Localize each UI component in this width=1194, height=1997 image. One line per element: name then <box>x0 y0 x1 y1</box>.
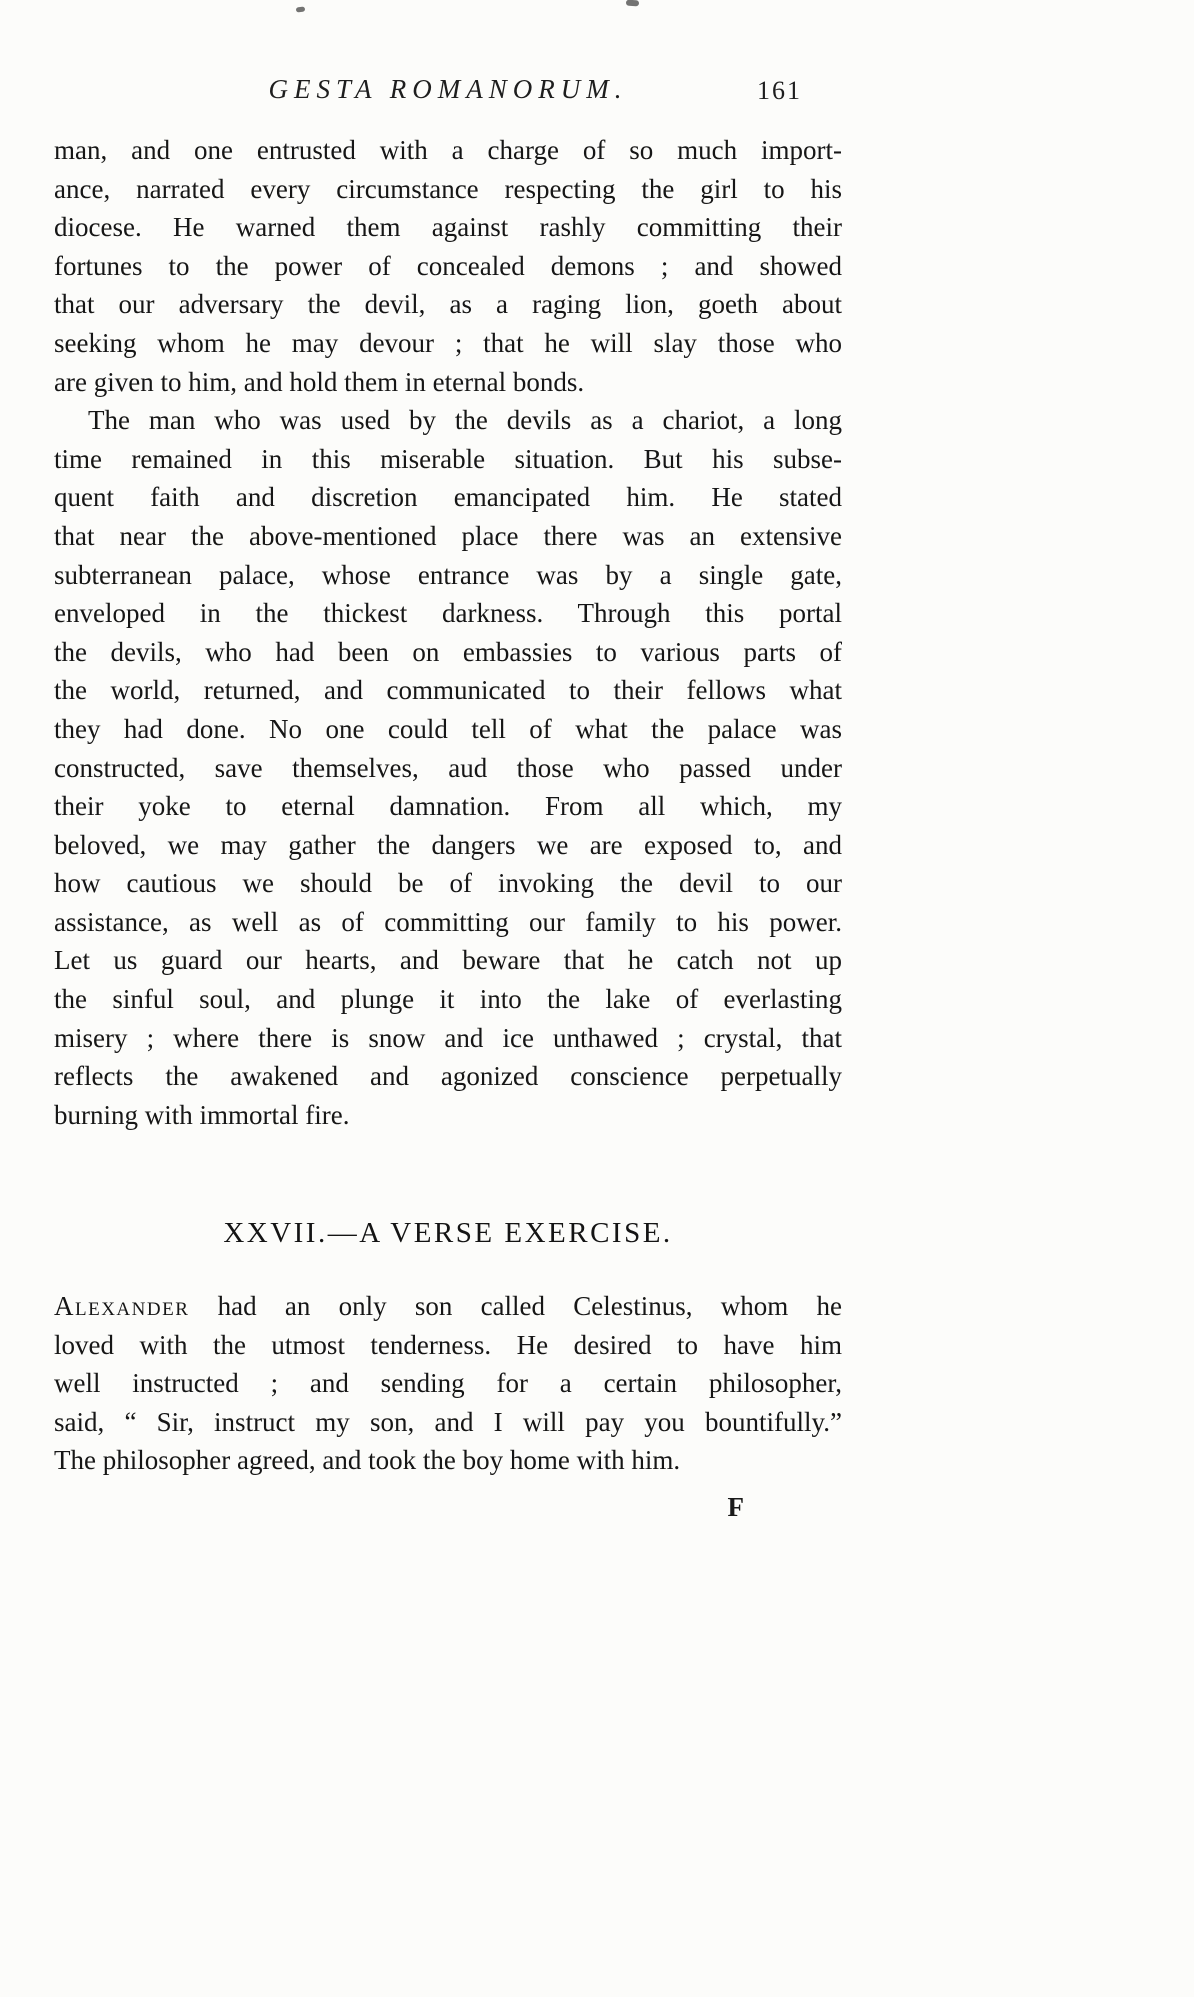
text-line: The man who was used by the devils as a chariot, a long <box>88 405 842 436</box>
text-line: enveloped in the thickest darkness. Through this portal <box>54 598 842 629</box>
text-column <box>54 74 842 1527</box>
text-line: that our adversary the devil, as a raging lion, goeth about <box>54 289 842 320</box>
paragraph <box>54 131 842 401</box>
text-line: loved with the utmost tenderness. He desired to have him <box>54 1329 842 1360</box>
scan-speck <box>296 6 306 12</box>
text-line: constructed, save themselves, aud those who passed under <box>54 752 842 783</box>
page-number: 161 <box>757 76 802 105</box>
text-line: they had done. No one could tell of what the palace was <box>54 713 842 744</box>
text-line: time remained in this miserable situation. But his subse- <box>54 443 842 474</box>
paragraph <box>54 1287 842 1480</box>
text-line: are given to him, and hold them in eternal bonds. <box>54 366 585 397</box>
text-line: man, and one entrusted with a charge of so much import- <box>54 135 842 165</box>
signature-mark: F <box>727 1492 744 1522</box>
text-line: that near the above-mentioned place there was an extensive <box>54 520 842 551</box>
text-line: misery ; where there is snow and ice unthawed ; crystal, that <box>54 1022 842 1053</box>
text-line: quent faith and discretion emancipated him. He stated <box>54 482 842 513</box>
text-line: the sinful soul, and plunge it into the lake of everlasting <box>54 984 842 1015</box>
scan-speck <box>626 0 639 6</box>
text-line: how cautious we should be of invoking the devil to our <box>54 868 842 899</box>
body-text <box>54 131 842 1527</box>
text-line: said, “ Sir, instruct my son, and I will pay you bountifully.” <box>54 1406 842 1437</box>
lead-word-smallcaps: Alexander <box>54 1291 190 1322</box>
text-line: their yoke to eternal damnation. From all which, my <box>54 791 842 822</box>
text-line: burning with immortal fire. <box>54 1099 350 1130</box>
text-line: well instructed ; and sending for a certain philosopher, <box>54 1368 842 1399</box>
text-line: the devils, who had been on embassies to various parts of <box>54 636 842 667</box>
text-line: diocese. He warned them against rashly committing their <box>54 212 842 243</box>
text-line: reflects the awakened and agonized conscience perpetually <box>54 1061 842 1092</box>
lead-line-rest: had an only son called Celestinus, whom he <box>189 1291 842 1322</box>
text-line: the world, returned, and communicated to their fellows what <box>54 675 842 706</box>
text-line: beloved, we may gather the dangers we are exposed to, and <box>54 829 842 860</box>
running-header-title: GESTA ROMANORUM. <box>268 74 628 104</box>
text-line: assistance, as well as of committing our family to his power. <box>54 906 842 937</box>
running-header <box>54 74 842 106</box>
section-heading: XXVII.—A VERSE EXERCISE. <box>223 1217 673 1250</box>
text-line: The philosopher agreed, and took the boy home with him. <box>54 1445 681 1476</box>
text-line: seeking whom he may devour ; that he will slay those who <box>54 327 842 358</box>
text-line <box>54 1287 842 1326</box>
paragraph <box>54 401 842 1134</box>
text-line: subterranean palace, whose entrance was by a single gate, <box>54 559 842 590</box>
text-line: ance, narrated every circumstance respecting the girl to his <box>54 173 842 204</box>
text-line: fortunes to the power of concealed demons ; and showed <box>54 250 842 281</box>
text-line: Let us guard our hearts, and beware that he catch not up <box>54 945 842 976</box>
